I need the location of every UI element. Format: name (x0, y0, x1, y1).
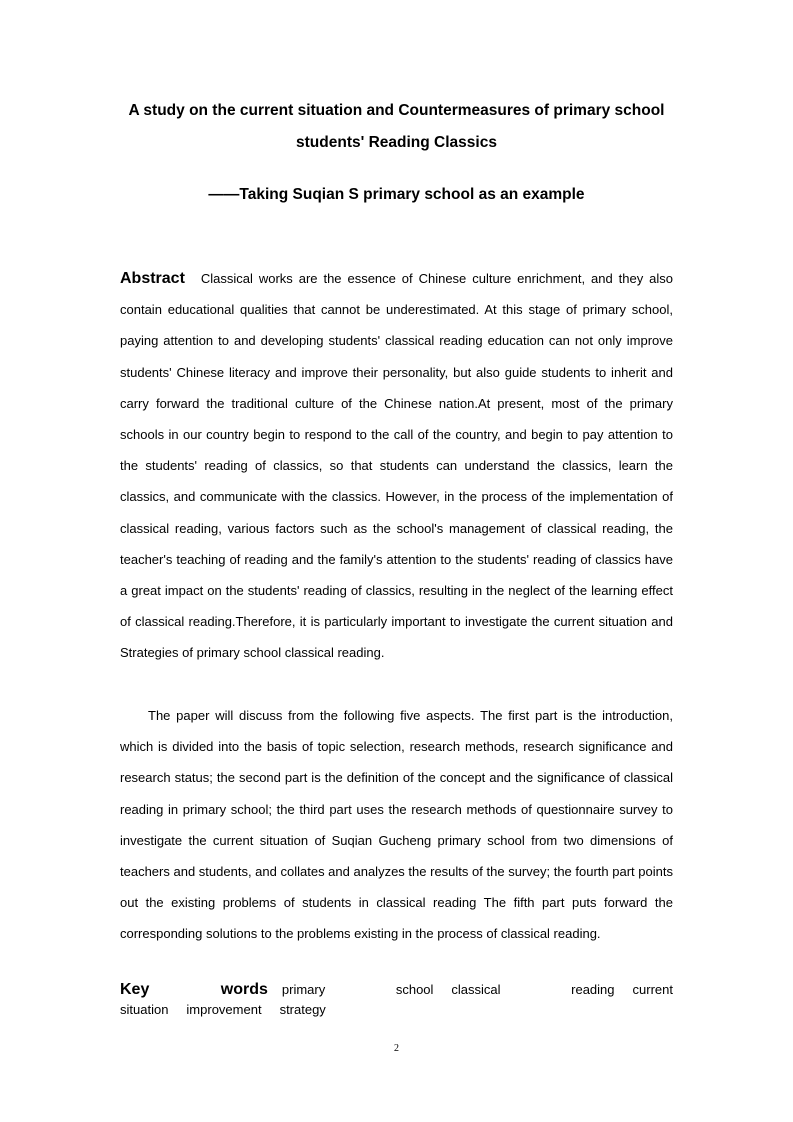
paper-title-line-1: A study on the current situation and Countermeasures of primary school (128, 102, 665, 119)
abstract-label: Abstract (120, 270, 185, 287)
abstract-text: Classical works are the essence of Chinese culture enrichment, and they also contain educational qualities that cannot be underestimated. At this stage of primary school, paying attention to and developing students' classical reading education can not only improve students' Chinese literacy and improve their personality, but also guide students to inherit and carry forward the traditional culture of the Chinese nation.At present, most of the primary schools in our country begin to respond to the call of the country, and begin to pay attention to the students' reading of classics, so that students can understand the classics, learn the classics, and communicate with the classics. However, in the process of the implementation of classical reading, various factors such as the school's management of classical reading, the teacher's teaching of reading and the family's attention to the students' reading of classics have a great impact on the students' reading of classics, resulting in the neglect of the learning effect of classical reading.Therefore, it is particularly important to investigate the current situation and Strategies of primary school classical reading. (120, 271, 673, 661)
keyword-item: current situation (120, 982, 673, 1017)
paper-subtitle: ——Taking Suqian S primary school as an example (208, 186, 585, 203)
abstract-paragraph (120, 263, 673, 669)
page-number: 2 (394, 1043, 399, 1054)
keyword-item: strategy (279, 1002, 326, 1017)
abstract-paragraph-2: The paper will discuss from the following five aspects. The first part is the introduction, which is divided into the basis of topic selection, research methods, research significance and research status; the second part is the definition of the concept and the significance of classical reading in primary school; the third part uses the research methods of questionnaire survey to investigate the current situation of Suqian Gucheng primary school from two dimensions of teachers and students, and collates and analyzes the results of the survey; the fourth part points out the existing problems of students in classical reading The fifth part puts forward the corresponding solutions to the problems existing in the process of classical reading. (120, 708, 673, 942)
keyword-item: primary school (281, 982, 434, 997)
keyword-item: improvement (186, 1002, 262, 1017)
keywords-label: Key words (120, 981, 268, 998)
keyword-item: classical reading (451, 982, 615, 997)
keywords-line (120, 980, 673, 1020)
paper-title-line-2: students' Reading Classics (296, 134, 497, 151)
